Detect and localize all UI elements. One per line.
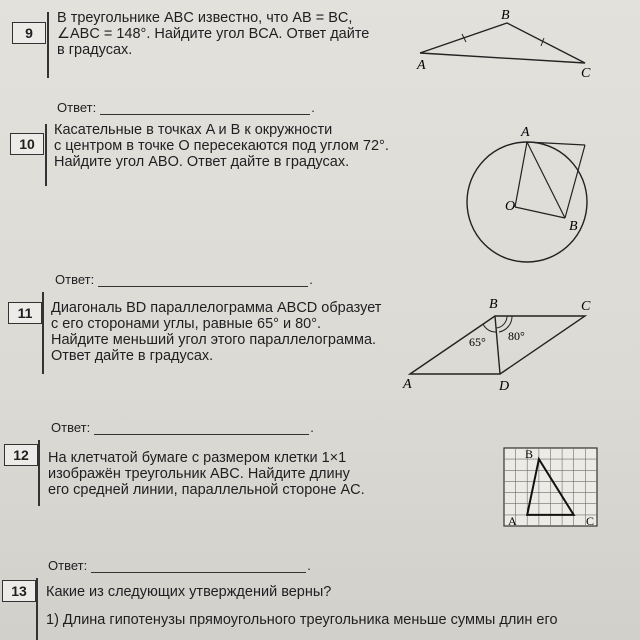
vertex-c-label: C xyxy=(581,66,591,80)
problem-text-11: Диагональ BD параллелограмма ABCD образует с его сторонами углы, равные 65° и 80°. Найдите меньший угол этого параллелограмма. Ответ дайте в градусах. xyxy=(51,300,382,364)
problem-divider xyxy=(45,124,47,186)
problem-text-12: На клетчатой бумаге с размером клетки 1×1 изображён треугольник ABC. Найдите длину его средней линии, параллельной стороне AC. xyxy=(48,450,365,498)
vertex-c-label: C xyxy=(586,514,595,528)
point-b-label: B xyxy=(569,219,578,234)
problem-text-10: Касательные в точках A и B к окружности с центром в точке O пересекаются под углом 72°. Найдите угол ABO. Ответ дайте в градусах. xyxy=(54,122,389,170)
problem-number-9: 9 xyxy=(12,22,46,44)
vertex-d-label: D xyxy=(499,379,510,394)
circle-figure-10 xyxy=(465,120,610,270)
vertex-b-label: B xyxy=(525,447,534,461)
answer-label: Ответ: xyxy=(55,272,95,287)
angle-arc-80 xyxy=(496,316,507,328)
answer-field-11[interactable] xyxy=(51,420,314,435)
triangle-figure-9 xyxy=(405,5,605,80)
answer-label: Ответ: xyxy=(51,420,91,435)
answer-field-10[interactable] xyxy=(55,272,313,287)
parallelogram-figure-11 xyxy=(395,292,625,402)
answer-label: Ответ: xyxy=(57,100,97,115)
answer-dot: . xyxy=(309,272,313,287)
radius-ob xyxy=(515,207,565,218)
angle-80-label: 80° xyxy=(508,329,525,343)
answer-line[interactable] xyxy=(98,274,308,287)
answer-label: Ответ: xyxy=(48,558,88,573)
problem-number-11: 11 xyxy=(8,302,42,324)
problem-text-9: В треугольнике ABC известно, что AB = BC, ∠ABC = 148°. Найдите угол BCA. Ответ дайте в градусах. xyxy=(57,10,370,58)
tangent-a xyxy=(527,142,585,145)
vertex-a-label: A xyxy=(508,514,517,528)
problem-divider xyxy=(47,12,49,78)
answer-field-12[interactable] xyxy=(48,558,311,573)
radius-oa xyxy=(515,142,527,207)
vertex-a-label: A xyxy=(403,377,412,392)
answer-field-9[interactable] xyxy=(57,100,315,115)
problem-divider xyxy=(36,578,38,640)
point-a-label: A xyxy=(521,125,530,140)
vertex-a-label: A xyxy=(417,58,426,73)
problem-divider xyxy=(42,292,44,374)
vertex-c-label: C xyxy=(581,299,591,314)
problem-text-13: Какие из следующих утверждений верны? xyxy=(46,584,332,600)
diagonal-bd xyxy=(495,316,500,374)
angle-65-label: 65° xyxy=(469,335,486,349)
answer-line[interactable] xyxy=(94,422,309,435)
grid-figure-12 xyxy=(500,444,602,528)
vertex-b-label: B xyxy=(501,8,510,23)
answer-dot: . xyxy=(307,558,311,573)
chord-ab xyxy=(527,142,565,218)
point-o-label: O xyxy=(505,199,516,214)
angle-arc-65 xyxy=(483,324,496,332)
problem-divider xyxy=(38,440,40,506)
problem-number-12: 12 xyxy=(4,444,38,466)
answer-dot: . xyxy=(311,100,315,115)
answer-line[interactable] xyxy=(91,560,306,573)
problem-number-10: 10 xyxy=(10,133,44,155)
answer-dot: . xyxy=(310,420,314,435)
triangle-abc-shape xyxy=(420,23,585,63)
problem-number-13: 13 xyxy=(2,580,36,602)
vertex-b-label: B xyxy=(489,297,498,312)
problem-13-option-1: 1) Длина гипотенузы прямоугольного треугольника меньше суммы длин его xyxy=(46,612,558,628)
answer-line[interactable] xyxy=(100,102,310,115)
tangent-b xyxy=(565,145,585,218)
